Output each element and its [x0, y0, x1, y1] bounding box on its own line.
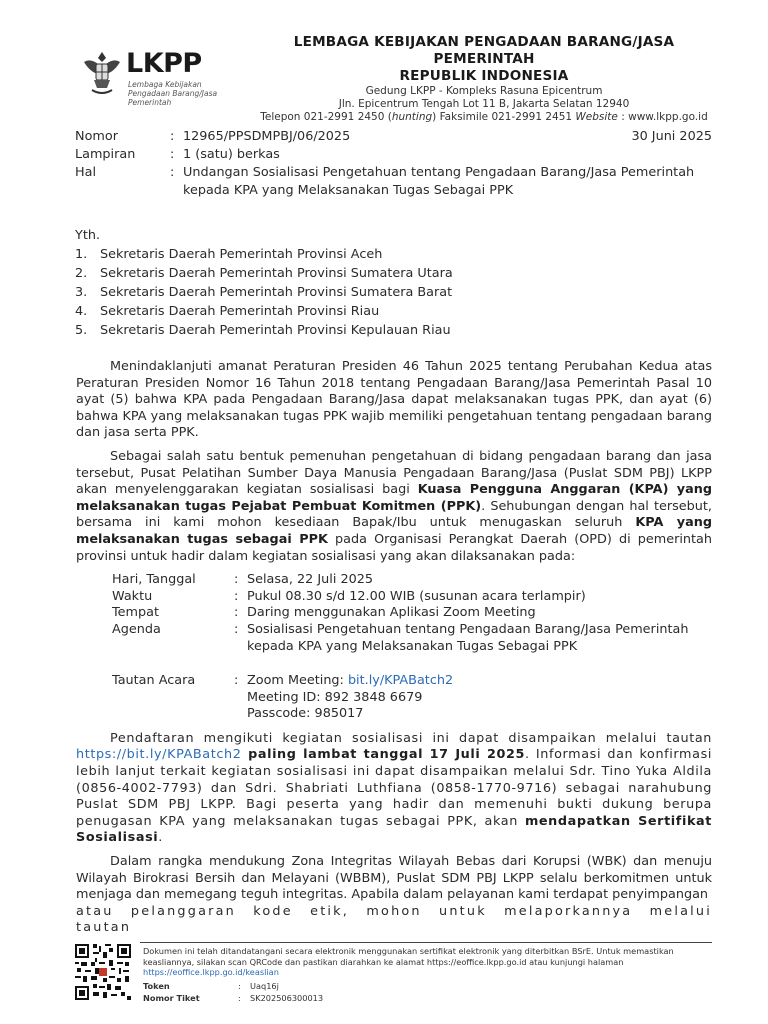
footer	[143, 946, 713, 1005]
schedule-row-date: Hari, Tanggal : Selasa, 22 Juli 2025	[112, 572, 374, 588]
passcode: Passcode: 985017	[247, 706, 364, 722]
paragraph-4: Dalam rangka mendukung Zona Integritas Wilayah Bebas dari Korupsi (WBK) dan menuju Wilayah Birokrasi Bersih dan Melayani (WBBM), Puslat SDM PBJ LKPP selalu berkomitmen untuk menjaga dan memegang teguh integritas. Apabila dalam pelayanan kami terdapat penyimpangan	[76, 854, 712, 903]
signature-notice: Dokumen ini telah ditandatangani secara elektronik menggunakan sertifikat elektronik yang diterbitkan BSrE. Untuk memastikan keasliannya, silakan scan QRCode dan pastikan diarahkan ke alamat https://eoffice.lkpp.go.id atau kunjungi halaman	[143, 946, 674, 967]
meeting-id: Meeting ID: 892 3848 6679	[247, 689, 423, 705]
list-item: 2. Sekretaris Daerah Pemerintah Provinsi Sumatera Utara	[75, 266, 453, 281]
agency-title: LEMBAGA KEBIJAKAN PENGADAAN BARANG/JASA PEMERINTAH	[293, 34, 675, 67]
garuda-emblem-icon	[80, 48, 124, 98]
schedule-row-place: Tempat : Daring menggunakan Aplikasi Zoom Meeting	[112, 605, 536, 621]
address-line-2: Jln. Epicentrum Tengah Lot 11 B, Jakarta Selatan 12940	[338, 98, 630, 110]
nomor-row: Nomor : 12965/PPSDMPBJ/06/2025 30 Juni 2025	[75, 129, 712, 144]
hal-row: Hal : Undangan Sosialisasi Pengetahuan tentang Pengadaan Barang/Jasa Pemerintah kepada KPA yang Melaksanakan Tugas Sebagai PPK	[75, 164, 712, 200]
brand-name: LKPP	[126, 48, 202, 79]
lkpp-logo	[80, 48, 255, 107]
letter-body	[76, 359, 712, 937]
list-item: 5. Sekretaris Daerah Pemerintah Provinsi Kepulauan Riau	[75, 323, 451, 338]
brand-subtitle: Lembaga Kebijakan Pengadaan Barang/Jasa Pemerintah	[128, 80, 218, 107]
schedule-row-time: Waktu : Pukul 08.30 s/d 12.00 WIB (susunan acara terlampir)	[112, 588, 586, 604]
footer-divider	[140, 942, 712, 943]
zoom-link[interactable]: bit.ly/KPABatch2	[347, 673, 454, 689]
contact-line: Telepon 021-2991 2450 (hunting) Faksimile 021-2991 2451 Website : www.lkpp.go.id	[260, 111, 708, 123]
letter-number: 12965/PPSDMPBJ/06/2025	[183, 129, 351, 144]
list-item: 4. Sekretaris Daerah Pemerintah Provinsi Riau	[75, 304, 380, 319]
verification-link[interactable]: https://eoffice.lkpp.go.id/keaslian	[143, 967, 279, 977]
event-schedule	[112, 572, 712, 723]
schedule-row-agenda: Agenda : Sosialisasi Pengetahuan tentang Pengadaan Barang/Jasa Pemerintah kepada KPA yang Melaksanakan Tugas Sebagai PPK	[112, 621, 689, 654]
qr-code-icon[interactable]	[75, 944, 131, 1000]
schedule-row-link: Tautan Acara : Zoom Meeting: bit.ly/KPABatch2 Meeting ID: 892 3848 6679 Passcode: 985017	[112, 673, 454, 722]
letter-subject: Undangan Sosialisasi Pengetahuan tentang Pengadaan Barang/Jasa Pemerintah kepada KPA yang Melaksanakan Tugas Sebagai PPK	[183, 165, 695, 198]
paragraph-2: Sebagai salah satu bentuk pemenuhan pengetahuan di bidang pengadaan barang dan jasa tersebut, Pusat Pelatihan Sumber Daya Manusia Pengadaan Barang/Jasa (Puslat SDM PBJ) LKPP akan menyelenggarakan kegiatan sosialisasi bagi Kuasa Pengguna Anggaran (KPA) yang melaksanakan tugas Pejabat Pembuat Komitmen (PPK). Sehubungan dengan hal tersebut, bersama ini kami mohon kesediaan Bapak/Ibu untuk menugaskan seluruh KPA yang melaksanakan tugas sebagai PPK pada Organisasi Perangkat Daerah (OPD) di pemerintah provinsi untuk hadir dalam kegiatan sosialisasi yang akan dilaksanakan pada:	[76, 448, 713, 564]
lampiran-row: Lampiran : 1 (satu) berkas	[75, 147, 280, 162]
ticket-row: Nomor Tiket : SK202506300013	[143, 993, 324, 1003]
registration-link[interactable]: https://bit.ly/KPABatch2	[76, 747, 242, 763]
token-row: Token : Uaq16j	[143, 980, 279, 991]
list-item: 1. Sekretaris Daerah Pemerintah Provinsi Aceh	[75, 247, 383, 262]
letter-date: 30 Juni 2025	[631, 129, 712, 144]
ticket-value: SK202506300013	[250, 993, 324, 1003]
country-title: REPUBLIK INDONESIA	[399, 68, 569, 84]
letterhead	[258, 34, 710, 124]
list-item: 3. Sekretaris Daerah Pemerintah Provinsi Sumatera Barat	[75, 285, 453, 300]
paragraph-4-continuation: atau pelanggaran kode etik, mohon untuk melaporkannya melalui tautan	[76, 903, 712, 936]
paragraph-1: Menindaklanjuti amanat Peraturan Presiden 46 Tahun 2025 tentang Perubahan Kedua atas Peraturan Presiden Nomor 16 Tahun 2018 tentang Pengadaan Barang/Jasa Pemerintah Pasal 10 ayat (5) bahwa KPA pada Pengadaan Barang/Jasa dapat melaksanakan tugas PPK, dan ayat (6) bahwa KPA yang melaksanakan tugas PPK wajib memiliki pengetahuan tentang pengadaan barang dan jasa serta PPK.	[76, 359, 712, 441]
letter-meta	[75, 128, 712, 200]
paragraph-3: Pendaftaran mengikuti kegiatan sosialisasi ini dapat disampaikan melalui tautan https://bit.ly/KPABatch2 paling lambat tanggal 17 Juli 2025. Informasi dan konfirmasi lebih lanjut terkait kegiatan sosialisasi ini dapat disampaikan melalui Sdr. Tino Yuka Aldila (0856-4002-7793) dan Sdri. Shabriati Luthfiana (0858-1770-9716) sebagai narahubung Puslat SDM PBJ LKPP. Bagi peserta yang hadir dan memenuhi bukti dukung berupa penugasan KPA yang melaksanakan tugas sebagai PPK, akan mendapatkan Sertifikat Sosialisasi.	[76, 730, 713, 846]
address-line-1: Gedung LKPP - Kompleks Rasuna Epicentrum	[365, 85, 603, 97]
salutation: Yth.	[75, 228, 101, 243]
token-value: Uaq16j	[250, 980, 279, 991]
recipients	[75, 226, 712, 340]
